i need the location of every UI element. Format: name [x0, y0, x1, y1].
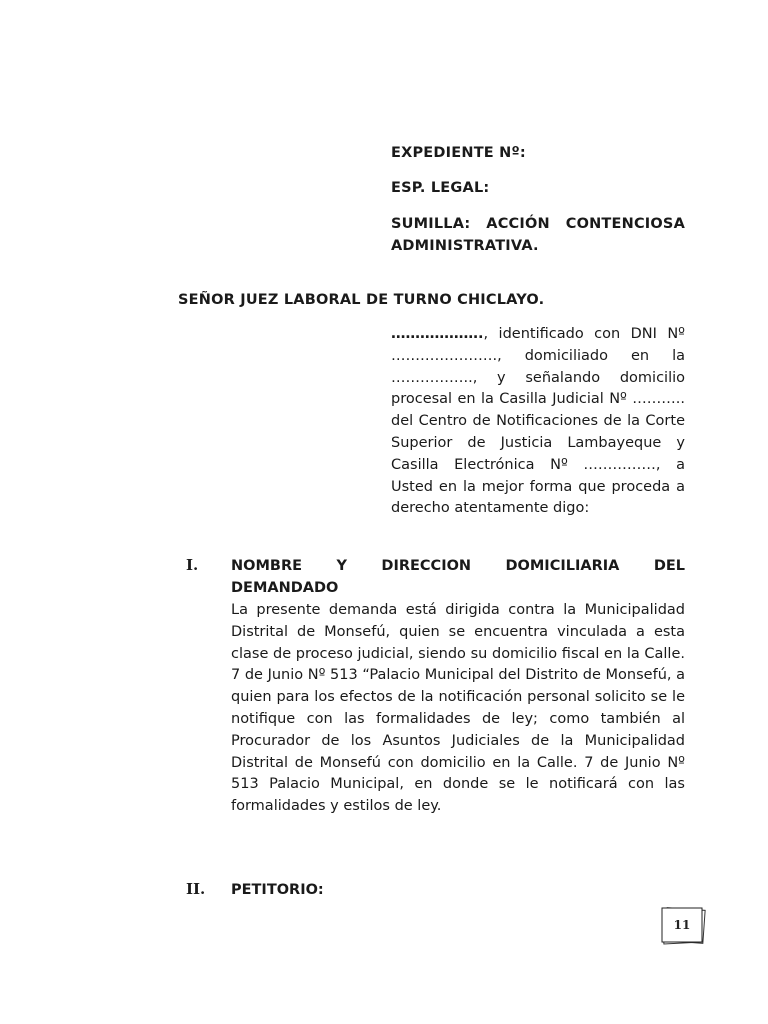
section-title — [231, 556, 685, 600]
sumilla-line-2: ADMINISTRATIVA. — [391, 238, 539, 254]
page-number: 11 — [673, 918, 691, 932]
intro-name-blank: ………………. — [391, 326, 484, 342]
section-title: PETITORIO: — [231, 882, 324, 898]
intro-paragraph — [391, 324, 685, 520]
section-number: II. — [186, 880, 206, 898]
page-number-badge — [660, 906, 708, 946]
especialista-label: ESP. LEGAL: — [391, 180, 490, 196]
section-title-line-1: NOMBRE Y DIRECCION DOMICILIARIA DEL — [231, 558, 685, 574]
section-defendant — [186, 556, 685, 816]
section-body: La presente demanda está dirigida contra la Municipalidad Distrital de Monsefú, quien se encuentra vinculada a esta clase de proceso judicial, siendo su domicilio fiscal en la Calle. 7 de Junio Nº 513 “Palacio Municipal del Distrito de Monsefú, a quien para los efectos de la notificación personal solicito se le notifique con las formalidades de ley; como también al Procurador de los Asuntos Judiciales de la Municipalidad Distrital de Monsefú con domicilio en la Calle. 7 de Junio Nº 513 Palacio Municipal, en donde se le notificará con las formalidades y estilos de ley. — [231, 602, 685, 815]
sumilla-line-1: SUMILLA: ACCIÓN CONTENCIOSA — [391, 216, 685, 232]
addressee-heading: SEÑOR JUEZ LABORAL DE TURNO CHICLAYO. — [178, 292, 545, 308]
intro-text: , identificado con DNI Nº …………………., domiciliado en la …………….., y señalando domicilio procesal en la Casilla Judicial Nº ……….. del Centro de Notificaciones de la Corte Superior de Justicia Lambayeque y Casilla Electrónica Nº ……………, a Usted en la mejor forma que proceda a derecho atentamente digo: — [391, 326, 685, 517]
section-petitorio — [186, 880, 685, 904]
section-number: I. — [186, 556, 199, 574]
sumilla-block — [391, 213, 685, 257]
expediente-label: EXPEDIENTE Nº: — [391, 145, 526, 161]
section-title-line-2: DEMANDADO — [231, 579, 339, 596]
